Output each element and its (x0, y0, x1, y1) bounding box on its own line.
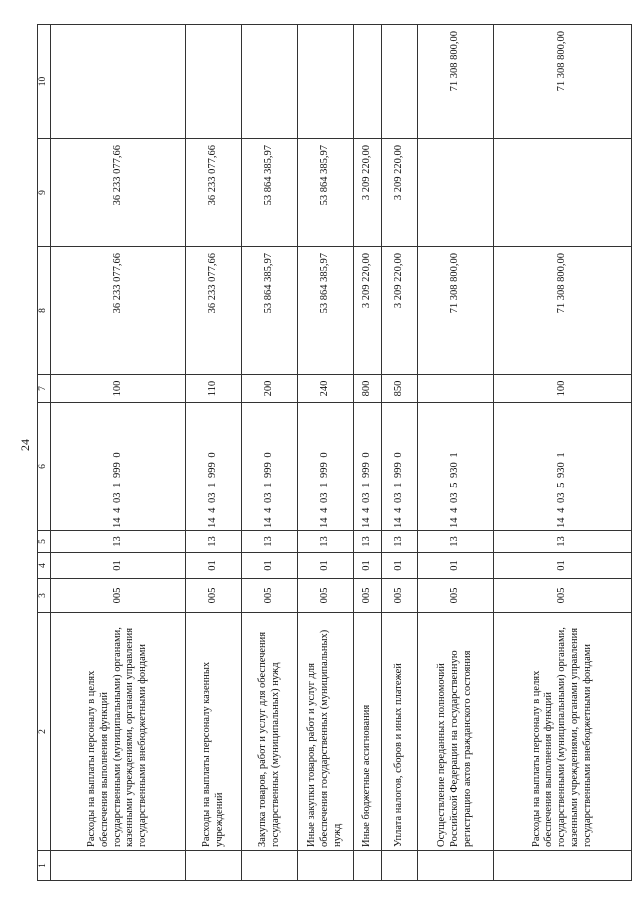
cell-amount-total: 71 308 800,00 (494, 247, 632, 375)
cell-section: 01 (494, 553, 632, 579)
header-cell: 8 (38, 247, 51, 375)
cell-amount-subvention: 71 308 800,00 (418, 25, 494, 139)
cell-empty (382, 851, 418, 881)
header-cell: 1 (38, 851, 51, 881)
cell-name: Уплата налогов, сборов и иных платежей (382, 613, 418, 851)
cell-amount-subvention (382, 25, 418, 139)
cell-amount-own: 3 209 220,00 (382, 139, 418, 247)
cell-empty (298, 851, 354, 881)
cell-amount-total: 3 209 220,00 (382, 247, 418, 375)
cell-ministry-code: 005 (418, 579, 494, 613)
header-cell: 3 (38, 579, 51, 613)
cell-ministry-code: 005 (186, 579, 242, 613)
cell-name: Иные бюджетные ассигнования (354, 613, 382, 851)
cell-target-article: 14 4 03 1 999 0 (242, 403, 298, 531)
table-row (494, 25, 632, 881)
cell-amount-own: 53 864 385,97 (242, 139, 298, 247)
cell-amount-total: 71 308 800,00 (418, 247, 494, 375)
cell-name: Расходы на выплаты персоналу в целях обеспечения выполнения функций государственными (муниципальными) органами, казенными учреждениями, органами управления государственными внебюджетными фондами (494, 613, 632, 851)
cell-empty (418, 851, 494, 881)
header-cell: 5 (38, 531, 51, 553)
table-row (354, 25, 382, 881)
cell-amount-own: 36 233 077,66 (51, 139, 186, 247)
cell-empty (186, 851, 242, 881)
cell-target-article: 14 4 03 1 999 0 (382, 403, 418, 531)
cell-expense-type: 240 (298, 375, 354, 403)
cell-name: Расходы на выплаты персоналу казенных учреждений (186, 613, 242, 851)
cell-name: Осуществление переданных полномочий Российской Федерации на государственную регистрацию актов гражданского состояния (418, 613, 494, 851)
table-row (382, 25, 418, 881)
cell-amount-total: 36 233 077,66 (186, 247, 242, 375)
cell-amount-own (418, 139, 494, 247)
cell-subsection: 13 (382, 531, 418, 553)
cell-amount-total: 53 864 385,97 (298, 247, 354, 375)
cell-empty (494, 851, 632, 881)
cell-target-article: 14 4 03 1 999 0 (186, 403, 242, 531)
cell-subsection: 13 (298, 531, 354, 553)
cell-subsection: 13 (354, 531, 382, 553)
cell-amount-own: 36 233 077,66 (186, 139, 242, 247)
table-row (418, 25, 494, 881)
cell-section: 01 (418, 553, 494, 579)
cell-ministry-code: 005 (382, 579, 418, 613)
cell-expense-type: 100 (494, 375, 632, 403)
cell-amount-subvention (186, 25, 242, 139)
cell-target-article: 14 4 03 1 999 0 (354, 403, 382, 531)
cell-subsection: 13 (186, 531, 242, 553)
cell-expense-type: 800 (354, 375, 382, 403)
cell-amount-subvention (298, 25, 354, 139)
header-cell: 2 (38, 613, 51, 851)
cell-section: 01 (298, 553, 354, 579)
cell-name: Расходы на выплаты персоналу в целях обеспечения выполнения функций государственными (муниципальными) органами, казенными учреждениями, органами управления государственными внебюджетными фондами (51, 613, 186, 851)
cell-amount-subvention: 71 308 800,00 (494, 25, 632, 139)
budget-table (37, 24, 632, 881)
cell-ministry-code: 005 (354, 579, 382, 613)
header-cell: 7 (38, 375, 51, 403)
table-row (242, 25, 298, 881)
cell-section: 01 (242, 553, 298, 579)
cell-empty (242, 851, 298, 881)
table-row (298, 25, 354, 881)
cell-expense-type: 850 (382, 375, 418, 403)
cell-empty (354, 851, 382, 881)
cell-amount-subvention (354, 25, 382, 139)
table-row (186, 25, 242, 881)
cell-expense-type: 110 (186, 375, 242, 403)
cell-section: 01 (382, 553, 418, 579)
cell-subsection: 13 (494, 531, 632, 553)
cell-section: 01 (51, 553, 186, 579)
cell-amount-own: 3 209 220,00 (354, 139, 382, 247)
cell-amount-subvention (242, 25, 298, 139)
header-cell: 10 (38, 25, 51, 139)
cell-expense-type (418, 375, 494, 403)
cell-ministry-code: 005 (298, 579, 354, 613)
cell-name: Закупка товаров, работ и услуг для обеспечения государственных (муниципальных) нужд (242, 613, 298, 851)
cell-amount-own (494, 139, 632, 247)
cell-target-article: 14 4 03 5 930 1 (494, 403, 632, 531)
header-row (38, 25, 51, 881)
cell-amount-total: 53 864 385,97 (242, 247, 298, 375)
cell-amount-total: 36 233 077,66 (51, 247, 186, 375)
cell-ministry-code: 005 (242, 579, 298, 613)
cell-empty (51, 851, 186, 881)
cell-target-article: 14 4 03 1 999 0 (51, 403, 186, 531)
cell-ministry-code: 005 (51, 579, 186, 613)
cell-section: 01 (186, 553, 242, 579)
cell-expense-type: 200 (242, 375, 298, 403)
table-row (51, 25, 186, 881)
header-cell: 6 (38, 403, 51, 531)
cell-section: 01 (354, 553, 382, 579)
cell-amount-total: 3 209 220,00 (354, 247, 382, 375)
header-cell: 4 (38, 553, 51, 579)
cell-subsection: 13 (51, 531, 186, 553)
header-cell: 9 (38, 139, 51, 247)
cell-ministry-code: 005 (494, 579, 632, 613)
cell-subsection: 13 (418, 531, 494, 553)
cell-expense-type: 100 (51, 375, 186, 403)
cell-amount-own: 53 864 385,97 (298, 139, 354, 247)
cell-subsection: 13 (242, 531, 298, 553)
cell-name: Иные закупки товаров, работ и услуг для обеспечения государственных (муниципальных) нужд (298, 613, 354, 851)
cell-target-article: 14 4 03 5 930 1 (418, 403, 494, 531)
cell-amount-subvention (51, 25, 186, 139)
cell-target-article: 14 4 03 1 999 0 (298, 403, 354, 531)
page-number: 24 (18, 439, 32, 451)
